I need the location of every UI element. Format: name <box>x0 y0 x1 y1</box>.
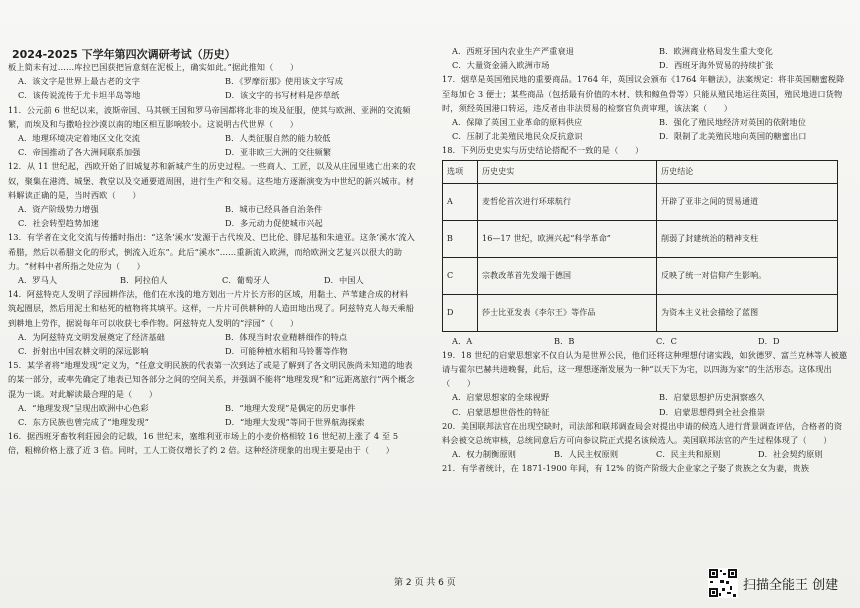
answer-options <box>8 131 416 159</box>
answer-option: B．强化了殖民地经济对英国的依附地位 <box>659 117 807 128</box>
answer-option: D．该文字的书写材料是莎草纸 <box>225 90 340 101</box>
answer-option: B．启蒙思想护历史洞察惑久 <box>659 392 765 403</box>
answer-option: A．为阿兹特克文明发展奠定了经济基础 <box>18 331 165 342</box>
answer-option: B．城市已经具备自治条件 <box>225 204 323 215</box>
history-table <box>442 160 838 332</box>
answer-option: D．可能种植水稻和马铃薯等作物 <box>225 346 348 357</box>
answer-option: C．C <box>656 335 678 346</box>
answer-options <box>442 334 850 348</box>
table-header: 选项 <box>443 160 478 183</box>
question-text: 11．公元前 6 世纪以来，波斯帝国、马其顿王国和罗马帝国都将北非的埃及征服，使其与欧洲、亚洲的交流频繁，而埃及和与撒哈拉沙漠以南的地区相互影响较小。这说明古代世界（ ） <box>8 104 411 129</box>
answer-option: B．《罗摩衍那》使用该文字写成 <box>225 76 344 87</box>
answer-option: D．限制了北美殖民地向英国的糖蜜出口 <box>659 131 807 142</box>
answer-option: B．B <box>554 335 575 346</box>
exam-title: 2024-2025 下学年第四次调研考试（历史） <box>12 48 236 61</box>
question-text: 16．据西班牙畜牧利莊园会的记载，16 世纪末，塞维利亚市场上的小麦价格相较 16 世纪初上涨了 4 至 5 倍，粗棉价格上涨了近 3 倍。同时，工人工资仅增长了约 2 倍。这种经济现象的出现主要是由于（ ） <box>8 431 399 456</box>
answer-options <box>8 330 416 358</box>
answer-option: C．大量资金涌入欧洲市场 <box>452 60 550 71</box>
answer-option: A．保障了英国工业革命的原料供应 <box>452 117 583 128</box>
answer-option: A．罗马人 <box>18 275 58 286</box>
answer-option: A．启蒙思想家的全球视野 <box>452 392 550 403</box>
question-text: 板上简未有过……库拉巴国获把旨意刻在泥板上，确实如此。”据此推知（ ） <box>8 62 299 72</box>
answer-options <box>442 447 850 461</box>
table-cell: A <box>443 183 478 220</box>
answer-option: A．西班牙国内农业生产严重衰退 <box>452 46 575 56</box>
table-row <box>443 183 838 220</box>
watermark-text: 扫描全能王 创建 <box>743 578 839 593</box>
answer-option: B．体现当时农业精耕细作的特点 <box>225 331 348 342</box>
table-cell: 16—17 世纪，欧洲兴起“科学革命” <box>478 220 657 257</box>
right-column <box>442 44 850 476</box>
answer-option: D．“地理大发现”等同于世界航海探索 <box>225 417 365 428</box>
answer-option: D．中国人 <box>324 275 364 286</box>
answer-options <box>8 401 416 429</box>
answer-option: A．资产阶级势力增强 <box>18 204 99 215</box>
answer-option: A．“地理发现”呈现出欧洲中心色彩 <box>18 402 149 413</box>
answer-option: C．该传说流传于尤卡坦半岛等地 <box>18 90 141 101</box>
table-cell: 莎士比亚发表《李尔王》等作品 <box>478 294 657 331</box>
answer-option: A．该文字是世界上最古老的文字 <box>18 76 141 87</box>
question-text: 12．从 11 世纪起，西欧开始了旧城复苏和新城产生的历史过程。一些商人、工匠，以及从庄园里逃亡出来的农奴，聚集在港湾、城堡、教堂以及交通要道周围，进行生产和交易。这些地方逐渐演变为中世纪的新兴城市。材料解读正确的是，当时西欧（ ） <box>8 161 416 200</box>
answer-options <box>442 115 850 143</box>
answer-option: C．压制了北美殖民地民众反抗意识 <box>452 131 583 142</box>
answer-option: B．欧洲商业格局发生重大变化 <box>659 46 773 56</box>
answer-option: A．地理环境决定着地区文化交流 <box>18 133 141 144</box>
answer-option: B．人类征服自然的能力较低 <box>225 133 331 144</box>
table-row <box>443 294 838 331</box>
answer-option: C．东方民族也曾完成了“地理发现” <box>18 417 149 428</box>
answer-option: C．社会转型趋势加速 <box>18 218 99 229</box>
answer-option: C．折射出中国农耕文明的深远影响 <box>18 346 149 357</box>
page-number: 第 2 页 共 6 页 <box>394 578 456 588</box>
table-row <box>443 257 838 294</box>
table-cell: 麦哲伦首次进行环球航行 <box>478 183 657 220</box>
answer-option: B．“地理大发现”是偶定的历史事件 <box>225 402 356 413</box>
question-text: 18．下列历史史实与历史结论搭配不一致的是（ ） <box>442 145 644 156</box>
answer-option: D．西班牙海外贸易的持续扩张 <box>659 60 774 71</box>
answer-option: C．葡萄牙人 <box>222 275 270 286</box>
answer-options <box>8 273 416 287</box>
table-row <box>443 220 838 257</box>
question-text: 15．某学者将“地理发现”定义为，“任意文明民族的代表第一次到达了或是了解到了各文明民族尚未知道的地表的某一部分，或率先确定了地表已知各部分之间的空间关系，并强调不能将“地理发现”和“远距离旅行”两个概念混为一谈。对此解读最合理的是（ ） <box>8 360 415 399</box>
answer-option: D．多元动力促使城市兴起 <box>225 218 323 229</box>
answer-option: B．阿拉伯人 <box>120 275 168 286</box>
answer-options <box>442 44 850 72</box>
answer-option: C．启蒙思想世俗性的特征 <box>452 406 550 417</box>
answer-options <box>442 390 850 418</box>
answer-option: C．民主共和原则 <box>656 449 721 460</box>
table-header: 历史史实 <box>478 160 657 183</box>
answer-option: D．亚非欧三大洲的交往频繁 <box>225 147 332 158</box>
table-cell: 反映了统一对信仰产生影响。 <box>657 257 838 294</box>
question-text: 13．有学者在文化交流与传播时指出：“这条‘溪水’发源于古代埃及、巴比伦、腓尼基和朱迪亚。这条‘溪水’流入希腊，然后以希腊文化的形式，倒流入近东”。此后“溪水”……重新流入欧洲，而给欧洲文艺复兴以很大的助力。“材料中者所指之处应为（ ） <box>8 232 415 271</box>
question-text: 21．有学者统计，在 1871-1900 年间，有 12% 的资产阶级大企业家之子娶了贵族之女为妻，贵族 <box>442 463 810 474</box>
answer-option: A．权力制衡原则 <box>452 449 517 460</box>
answer-option: D．启蒙思想得到全社会推崇 <box>659 406 766 417</box>
table-header: 历史结论 <box>657 160 838 183</box>
answer-option: D．社会契约原则 <box>758 449 823 460</box>
table-cell: 削弱了封建统治的精神支柱 <box>657 220 838 257</box>
table-cell: B <box>443 220 478 257</box>
left-column <box>8 60 416 458</box>
answer-options <box>8 74 416 102</box>
answer-option: D．D <box>758 335 780 346</box>
answer-option: B．人民主权原则 <box>554 449 619 460</box>
table-cell: 为资本主义社会描绘了蓝图 <box>657 294 838 331</box>
question-text: 14．阿兹特克人发明了浮园耕作法，他们在水浅的地方划出一片片长方形的区域，用黏土、芦苇建合成的材料筑起圈层，然后用泥土和枯死的植物将其填平。这样，一片片可供耕种的人造田地出现了。阿兹特克人每天乘船到耕地上劳作，据说每年可以收获七季作物。阿兹特克人发明的“浮园”（ ） <box>8 289 415 328</box>
answer-options <box>8 202 416 230</box>
question-text: 20．美国联邦法官在出现空缺时，司法部和联邦调查局会对提出申请的候选人进行背景调查评估，合格者的资料会被交总统审核，总统同意后方可向参议院正式提名该候选人。美国联邦法官的产生过程体现了（ ） <box>442 420 843 446</box>
answer-option: A．A <box>452 335 473 346</box>
question-text: 19．18 世纪的启蒙思想家不仅自认为是世界公民，他们还将这种理想付诸实践，如狄德罗、富兰克林等人被邀请与霍尔巴赫共进晚餐，此后，这一理想逐渐发展为一种“以天下为宅，以四海为家”的生活形态。这体现出（ ） <box>442 349 848 389</box>
table-cell: 开辟了亚非之间的贸易通道 <box>657 183 838 220</box>
table-cell: 宗教改革首先发端于德国 <box>478 257 657 294</box>
question-text: 17．烟草是英国殖民地的重要商品。1764 年，英国议会颁布《1764 年糖法》，法案规定：将非英国糖蜜税降至每加仑 3 便士；某些商品（包括最有价值的木材、铁和鲸鱼骨等）只能从殖民地运往英国，殖民地进口货物时，须经英国港口转运，违反者由非法贸易的检察官负责审理，该法案（ ） <box>442 74 845 113</box>
table-cell: D <box>443 294 478 331</box>
table-cell: C <box>443 257 478 294</box>
answer-option: C．帝国推动了各大洲间联系加强 <box>18 147 141 158</box>
qr-code-icon <box>708 568 738 598</box>
